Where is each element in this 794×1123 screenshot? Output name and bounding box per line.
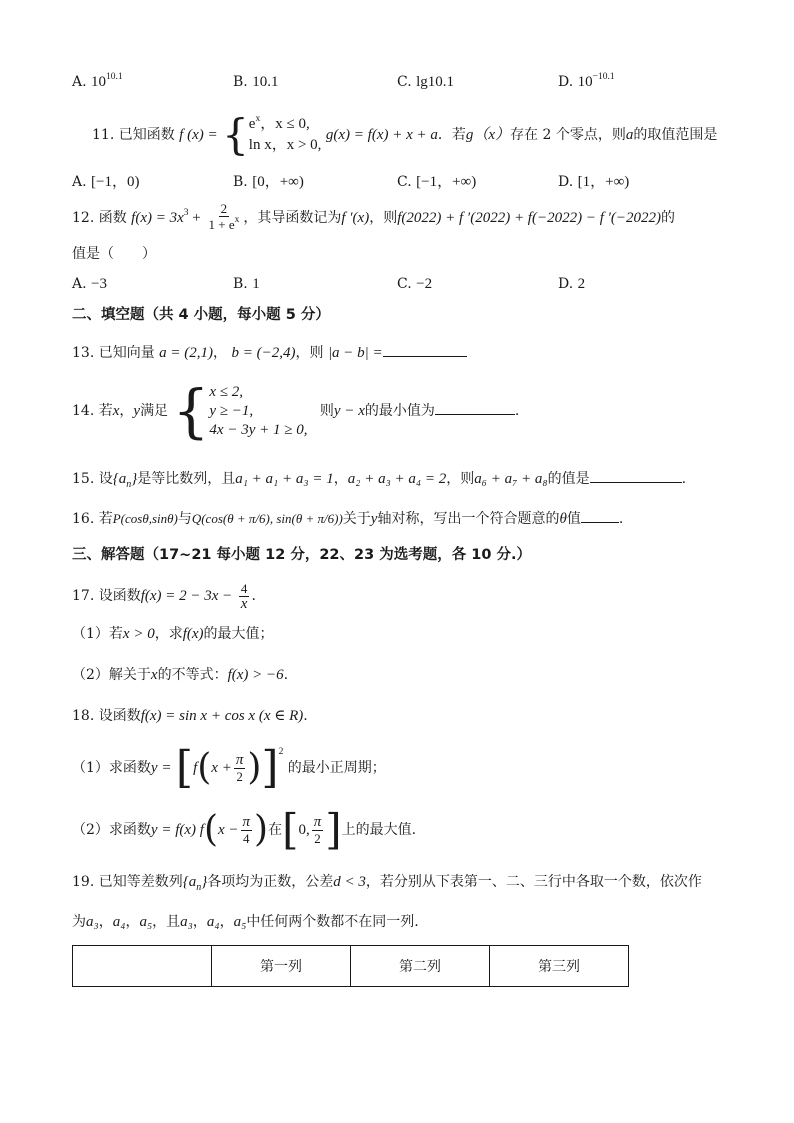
- derivative: f ′(x): [341, 210, 370, 226]
- q18-part-2: （2）求函数y = f(x) f(x − $\frac{\pi}{4}$ )在[0, $\frac{\pi}{2}$ ]上的最大值.: [72, 805, 417, 854]
- q15-stem: 15. 设$\{a_n\}$是等比数列，且a₁ + a₁ + a₃ = 1，a₂ + a₃ + a₄ = 2，则a₆ + a₇ + a₈的值是 .: [72, 468, 686, 491]
- option-letter: B.: [233, 74, 248, 90]
- q11-stem: [92, 112, 717, 158]
- q11-option-a: A. [−1，0): [72, 174, 140, 190]
- constraint-2: y ≥ −1,: [209, 402, 254, 419]
- option-letter: D.: [558, 74, 574, 90]
- table-header-cell: [73, 946, 212, 987]
- q12-option-b: B. 1: [233, 276, 260, 292]
- condition-2: a₂ + a₃ + a₄ = 2: [347, 471, 447, 487]
- function-expression: f(x) = 2 − 3x −: [140, 588, 233, 604]
- q19-stem-continued: 为a₃，a₄，a₅，且a₃，a₄，a₅中任何两个数都不在同一列.: [72, 914, 419, 930]
- q17-part-2: （2）解关于x的不等式：f(x) > −6.: [72, 667, 289, 683]
- q10-option-a: [72, 72, 123, 94]
- answer-blank: [383, 342, 467, 357]
- cases: [249, 115, 322, 155]
- target-expression: f(2022) + f ′(2022) + f(−2022) − f ′(−2022): [397, 210, 662, 226]
- stem-text: 存在 2 个零点，则: [510, 127, 626, 143]
- point-p: P(cosθ,sinθ): [112, 511, 178, 526]
- q13-stem: 13. 已知向量 a = (2,1)， b = (−2,4)，则 |a − b| =: [72, 342, 467, 363]
- table-header-row: [73, 946, 629, 987]
- case-2: ln x，x > 0,: [248, 137, 322, 153]
- section-heading-fill-in: 二、填空题（共 4 小题，每小题 5 分）: [72, 307, 330, 323]
- function-expression: f(x) = sin x + cos x (x ∈ R): [140, 708, 304, 724]
- answer-blank: [590, 468, 682, 483]
- option-text: 10: [91, 74, 107, 90]
- g-reference: g（x）: [465, 127, 511, 143]
- stem-text: 已知函数: [118, 127, 175, 143]
- target-sum: a₆ + a₇ + a₈: [474, 471, 548, 487]
- g-definition: g(x) = f(x) + x + a: [325, 127, 438, 143]
- option-superscript: −10.1: [592, 72, 615, 82]
- case-1: $e^x$，x ≤ 0,: [248, 114, 310, 132]
- q12-option-c: C. −2: [397, 276, 433, 292]
- q12-stem-continued: 值是（ ）: [72, 246, 156, 262]
- function-expression: f(x) = 3x: [131, 210, 184, 226]
- stem-text: 的取值范围是: [633, 127, 718, 143]
- table-header-cell: 第三列: [490, 946, 629, 987]
- q19-stem: 19. 已知等差数列$\{a_n\}$各项均为正数，公差d < 3，若分别从下表第一、二、三行中各取一个数，依次作: [72, 874, 702, 893]
- table-header-cell: 第二列: [351, 946, 490, 987]
- q11-option-d: D. [1，+∞): [558, 174, 630, 190]
- constraint-3: 4x − 3y + 1 ≥ 0,: [209, 421, 308, 438]
- q11-option-c: C. [−1，+∞): [397, 174, 477, 190]
- constraints: [209, 383, 307, 440]
- q10-option-b: [233, 72, 278, 92]
- option-text: 10: [577, 74, 593, 90]
- fraction-pi-over-2: $\frac{\pi}{2}$: [313, 813, 322, 846]
- q17-stem: 17. 设函数f(x) = 2 − 3x − $\frac{4}{x}$ .: [72, 580, 256, 612]
- q14-stem: 14. 若x，y满足 { x ≤ 2, y ≥ −1, 4x − 3y + 1 ≥ 0, 则y − x的最小值为 .: [72, 377, 520, 445]
- common-difference: d < 3: [333, 874, 366, 890]
- objective-expression: y − x: [333, 403, 365, 419]
- piecewise-definition: { $e^x$，x ≤ 0, ln x，x > 0,: [222, 110, 322, 159]
- magnitude-expression: |a − b| =: [327, 345, 383, 361]
- option-letter: A.: [72, 74, 87, 90]
- option-letter: C.: [397, 74, 412, 90]
- q10-option-c: [397, 72, 454, 92]
- q12-stem: 12. 函数 $f(x) = 3x^3$ + $\frac{2}{1 + e^x}$ ，其导函数记为f ′(x)，则f(2022) + f ′(2022) + f(−2022) − f ′(−2022)的: [72, 200, 675, 238]
- stem-text: ．若: [437, 127, 466, 143]
- vector-a: a = (2,1): [159, 345, 214, 361]
- variable-a: a: [625, 127, 634, 143]
- fraction: $\frac{2}{1 + e^x}$: [208, 201, 240, 232]
- q10-option-d: [558, 72, 615, 94]
- answer-blank: [435, 400, 515, 415]
- vector-b: b = (−2,4): [231, 345, 296, 361]
- fraction-pi-over-2: $\frac{\pi}{2}$: [235, 751, 244, 784]
- point-q: Q(cos(θ + π/6), sin(θ + π/6)): [191, 511, 343, 526]
- condition-1: a₁ + a₁ + a₃ = 1: [235, 471, 334, 487]
- option-text: lg10.1: [416, 74, 455, 90]
- q18-part-1: （1）求函数y = [f(x + $\frac{\pi}{2}$ )]$^2$ 的最小正周期；: [72, 742, 386, 793]
- option-superscript: 10.1: [106, 72, 123, 82]
- q17-part-1: （1）若x > 0，求f(x)的最大值；: [72, 626, 274, 642]
- constraint-system: { x ≤ 2, y ≥ −1, 4x − 3y + 1 ≥ 0,: [172, 377, 308, 445]
- constraint-1: x ≤ 2,: [209, 383, 244, 400]
- answer-blank: [581, 508, 619, 523]
- option-text: 10.1: [252, 74, 279, 90]
- fraction-pi-over-4: $\frac{\pi}{4}$: [242, 813, 251, 846]
- q19-table: [72, 945, 629, 987]
- q11-option-b: B. [0，+∞): [233, 174, 304, 190]
- fraction: $\frac{4}{x}$: [240, 580, 248, 612]
- table-header-cell: 第一列: [212, 946, 351, 987]
- q12-option-a: A. −3: [72, 276, 107, 292]
- q12-option-d: D. 2: [558, 276, 586, 292]
- function-name: f (x) =: [179, 127, 218, 143]
- q16-stem: 16. 若P(cosθ,sinθ)与Q(cos(θ + π/6), sin(θ + π/6))关于y轴对称，写出一个符合题意的θ值 .: [72, 502, 623, 536]
- q18-stem: 18. 设函数f(x) = sin x + cos x (x ∈ R).: [72, 708, 308, 724]
- question-number: 11.: [92, 127, 119, 143]
- section-heading-solutions: 三、解答题（17~21 每小题 12 分，22、23 为选考题，各 10 分.）: [72, 547, 532, 563]
